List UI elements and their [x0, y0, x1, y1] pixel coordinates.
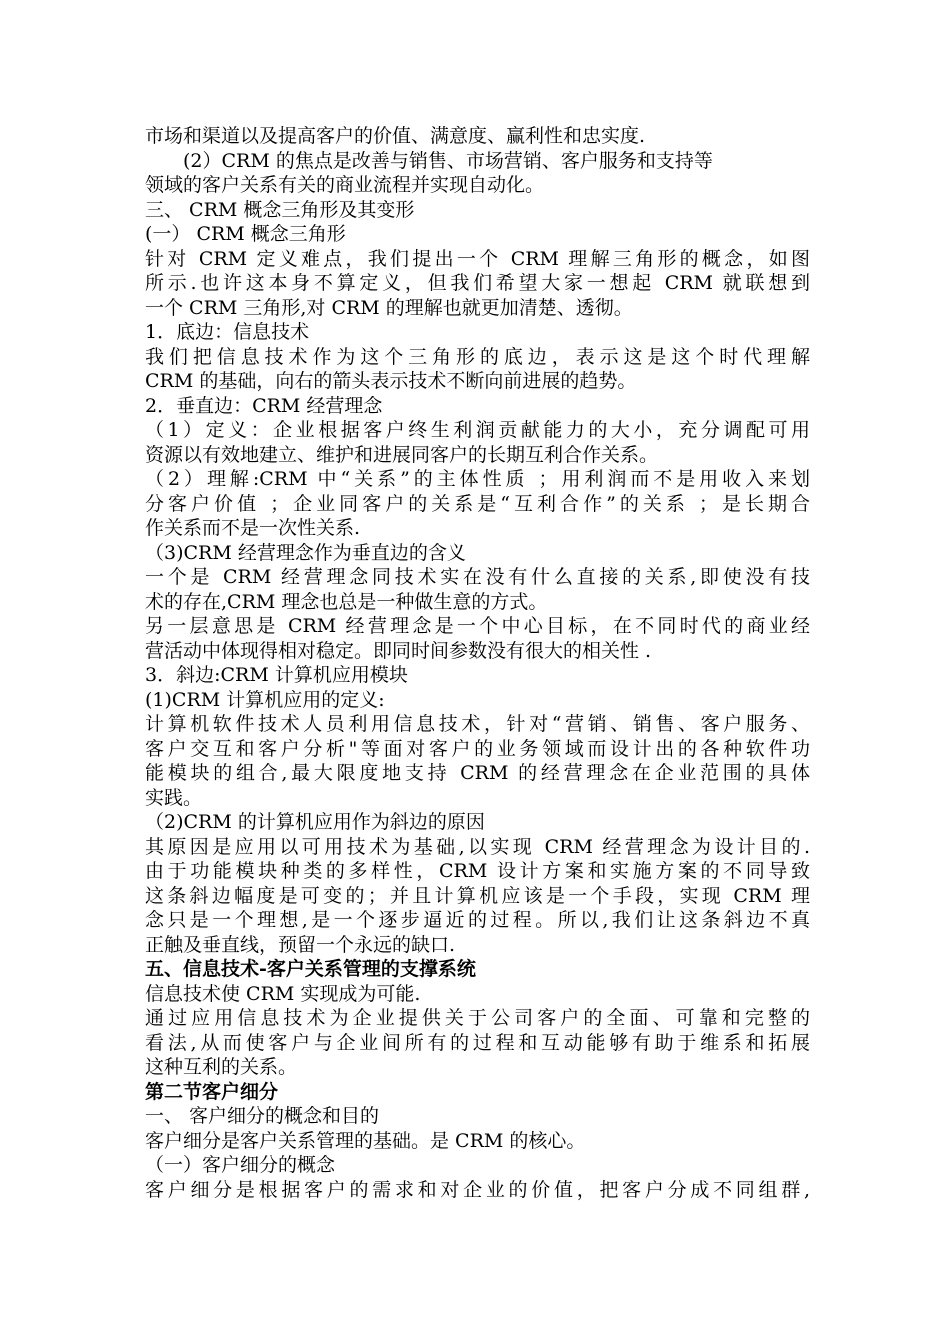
text-line: 其原因是应用以可用技术为基础,以实现 CRM 经营理念为设计目的. [145, 835, 810, 858]
text-line: 客户细分是根据客户的需求和对企业的价值，把客户分成不同组群, [145, 1178, 810, 1201]
text-line: 通过应用信息技术为企业提供关于公司客户的全面、可靠和完整的 [145, 1007, 810, 1029]
chapter-section-heading: 第二节客户细分 [145, 1080, 279, 1103]
text-line: 能模块的组合,最大限度地支持 CRM 的经营理念在企业范围的具体 [145, 762, 810, 784]
text-line: (2）CRM 的焦点是改善与销售、市场营销、客户服务和支持等 [183, 149, 713, 172]
subsection-heading: （一）客户细分的概念 [145, 1154, 336, 1176]
text-line: 另一层意思是 CRM 经营理念是一个中心目标，在不同时代的商业经 [145, 615, 810, 637]
item-heading: 1．底边：信息技术 [145, 321, 310, 343]
text-line: 营活动中体现得相对稳定。即同时间参数没有很大的相关性 . [145, 639, 652, 662]
item-heading: （3)CRM 经营理念作为垂直边的含义 [145, 541, 466, 564]
section-heading: 三、 CRM 概念三角形及其变形 [145, 198, 415, 221]
text-line: 念只是一个理想,是一个逐步逼近的过程。所以,我们让这条斜边不真 [145, 909, 810, 931]
item-heading: 3．斜边:CRM 计算机应用模块 [145, 664, 408, 686]
text-line: 实践。 [145, 786, 203, 809]
section-heading: 一、 客户细分的概念和目的 [145, 1105, 380, 1127]
text-line: 计算机软件技术人员利用信息技术，针对“营销、销售、客户服务、 [145, 713, 810, 735]
text-line: 由于功能模块种类的多样性，CRM 设计方案和实施方案的不同导致 [145, 860, 810, 882]
text-line: 这条斜边幅度是可变的；并且计算机应该是一个手段，实现 CRM 理 [145, 884, 810, 907]
text-line: 正触及垂直线，预留一个永远的缺口. [145, 933, 456, 956]
text-line: 针对 CRM 定义难点，我们提出一个 CRM 理解三角形的概念，如图 [145, 247, 810, 270]
text-line: 所示.也许这本身不算定义，但我们希望大家一想起 CRM 就联想到 [145, 272, 810, 294]
section-heading-bold: 五、信息技术-客户关系管理的支撑系统 [145, 958, 476, 980]
text-line: （1）定义：企业根据客户终生利润贡献能力的大小，充分调配可用 [145, 419, 810, 441]
text-line: 分客户价值 ；企业同客户的关系是“互利合作”的关系 ；是长期合 [145, 492, 810, 515]
item-heading: (1)CRM 计算机应用的定义: [145, 688, 385, 711]
text-line: 领域的客户关系有关的商业流程并实现自动化。 [145, 174, 545, 196]
text-line: 一个是 CRM 经营理念同技术实在没有什么直接的关系,即使没有技 [145, 566, 810, 588]
text-line: 资源以有效地建立、维护和进展同客户的长期互利合作关系。 [145, 443, 659, 466]
text-line: 客户细分是客户关系管理的基础。是 CRM 的核心。 [145, 1129, 586, 1152]
text-line: 我们把信息技术作为这个三角形的底边，表示这是这个时代理解 [145, 345, 810, 368]
item-heading: （2)CRM 的计算机应用作为斜边的原因 [145, 811, 485, 833]
text-line: 市场和渠道以及提高客户的价值、满意度、赢利性和忠实度. [145, 125, 646, 147]
text-line: 客户交互和客户分析"等面对客户的业务领域而设计出的各种软件功 [145, 737, 810, 760]
subsection-heading: (一） CRM 概念三角形 [145, 223, 346, 245]
text-line: 术的存在,CRM 理念也总是一种做生意的方式。 [145, 590, 548, 613]
document-page [145, 124, 810, 1202]
text-line: 作关系而不是一次性关系. [145, 517, 361, 539]
text-line: （2）理解:CRM 中“关系”的主体性质 ；用利润而不是用收入来划 [145, 468, 810, 490]
text-line: 看法,从而使客户与企业间所有的过程和互动能够有助于维系和拓展 [145, 1031, 810, 1054]
text-line: 这种互利的关系。 [145, 1056, 298, 1078]
text-line: 信息技术使 CRM 实现成为可能. [145, 982, 421, 1005]
item-heading: 2．垂直边：CRM 经营理念 [145, 394, 383, 417]
text-line: 一个 CRM 三角形,对 CRM 的理解也就更加清楚、透彻。 [145, 296, 633, 319]
text-line: CRM 的基础，向右的箭头表示技术不断向前进展的趋势。 [145, 370, 637, 392]
